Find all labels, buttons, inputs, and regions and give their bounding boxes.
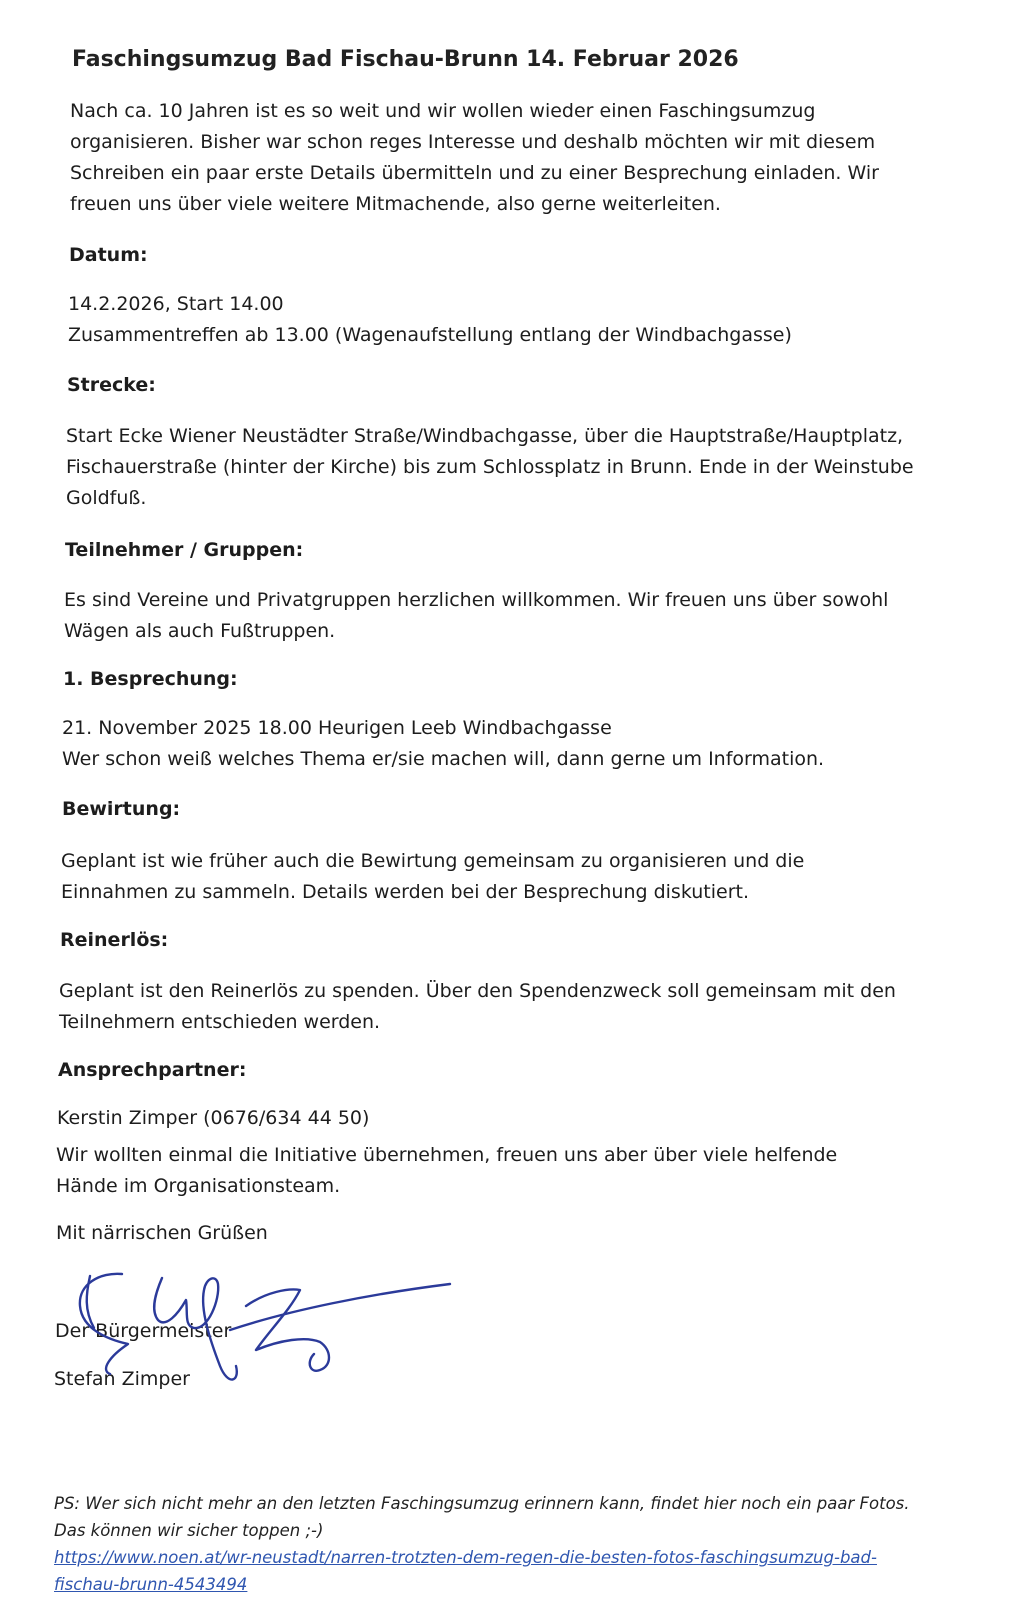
closing-greeting: Mit närrischen Grüßen bbox=[56, 1222, 268, 1244]
ansprechpartner-contact: Kerstin Zimper (0676/634 44 50) bbox=[57, 1107, 370, 1129]
teilnehmer-heading: Teilnehmer / Gruppen: bbox=[65, 539, 304, 561]
reinerloes-text: Geplant ist den Reinerlös zu spenden. Über den Spendenzweck soll gemeinsam mit den Teilnehmern entschieden werden. bbox=[59, 980, 896, 1033]
besprechung-line-1: 21. November 2025 18.00 Heurigen Leeb Windbachgasse bbox=[62, 717, 612, 739]
besprechung-text bbox=[62, 713, 962, 775]
closing-name: Stefan Zimper bbox=[54, 1368, 190, 1390]
bewirtung-text: Geplant ist wie früher auch die Bewirtung gemeinsam zu organisieren und die Einnahmen zu sammeln. Details werden bei der Besprechung diskutiert. bbox=[61, 850, 805, 903]
ansprechpartner-heading: Ansprechpartner: bbox=[58, 1059, 247, 1081]
ps-line-2: Das können wir sicher toppen ;-) bbox=[54, 1521, 324, 1540]
datum-heading: Datum: bbox=[69, 244, 148, 266]
strecke-text: Start Ecke Wiener Neustädter Straße/Windbachgasse, über die Hauptstraße/Hauptplatz, Fischauerstraße (hinter der Kirche) bis zum Schlossplatz in Brunn. Ende in der Weinstube Goldfuß. bbox=[66, 425, 914, 509]
datum-text bbox=[68, 289, 968, 351]
ansprechpartner-text: Wir wollten einmal die Initiative übernehmen, freuen uns aber über viele helfende Hände im Organisationsteam. bbox=[56, 1144, 838, 1197]
datum-line-2: Zusammentreffen ab 13.00 (Wagenaufstellung entlang der Windbachgasse) bbox=[68, 324, 792, 346]
ps-link[interactable] bbox=[54, 1544, 954, 1598]
reinerloes-heading: Reinerlös: bbox=[60, 929, 169, 951]
ps-note bbox=[54, 1490, 954, 1598]
besprechung-heading: 1. Besprechung: bbox=[63, 668, 238, 690]
teilnehmer-text: Es sind Vereine und Privatgruppen herzlichen willkommen. Wir freuen uns über sowohl Wägen als auch Fußtruppen. bbox=[64, 589, 889, 642]
closing-role: Der Bürgermeister bbox=[55, 1320, 232, 1342]
signature-scribble bbox=[70, 1270, 480, 1440]
datum-line-1: 14.2.2026, Start 14.00 bbox=[68, 293, 284, 315]
ps-link-line-2: fischau-brunn-4543494 bbox=[54, 1575, 248, 1594]
page-title: Faschingsumzug Bad Fischau-Brunn 14. Februar 2026 bbox=[72, 47, 739, 72]
ps-line-1: PS: Wer sich nicht mehr an den letzten Faschingsumzug erinnern kann, findet hier noch ein paar Fotos. bbox=[54, 1494, 910, 1513]
bewirtung-heading: Bewirtung: bbox=[62, 798, 181, 820]
strecke-heading: Strecke: bbox=[67, 374, 156, 396]
ps-link-line-1: https://www.noen.at/wr-neustadt/narren-trotzten-dem-regen-die-besten-fotos-faschingsumzug-bad- bbox=[54, 1548, 877, 1567]
besprechung-line-2: Wer schon weiß welches Thema er/sie machen will, dann gerne um Information. bbox=[62, 748, 825, 770]
intro-paragraph: Nach ca. 10 Jahren ist es so weit und wir wollen wieder einen Faschingsumzug organisieren. Bisher war schon reges Interesse und deshalb möchten wir mit diesem Schreiben ein paar erste Details übermitteln und zu einer Besprechung einladen. Wir freuen uns über viele weitere Mitmachende, also gerne weiterleiten. bbox=[70, 100, 879, 215]
